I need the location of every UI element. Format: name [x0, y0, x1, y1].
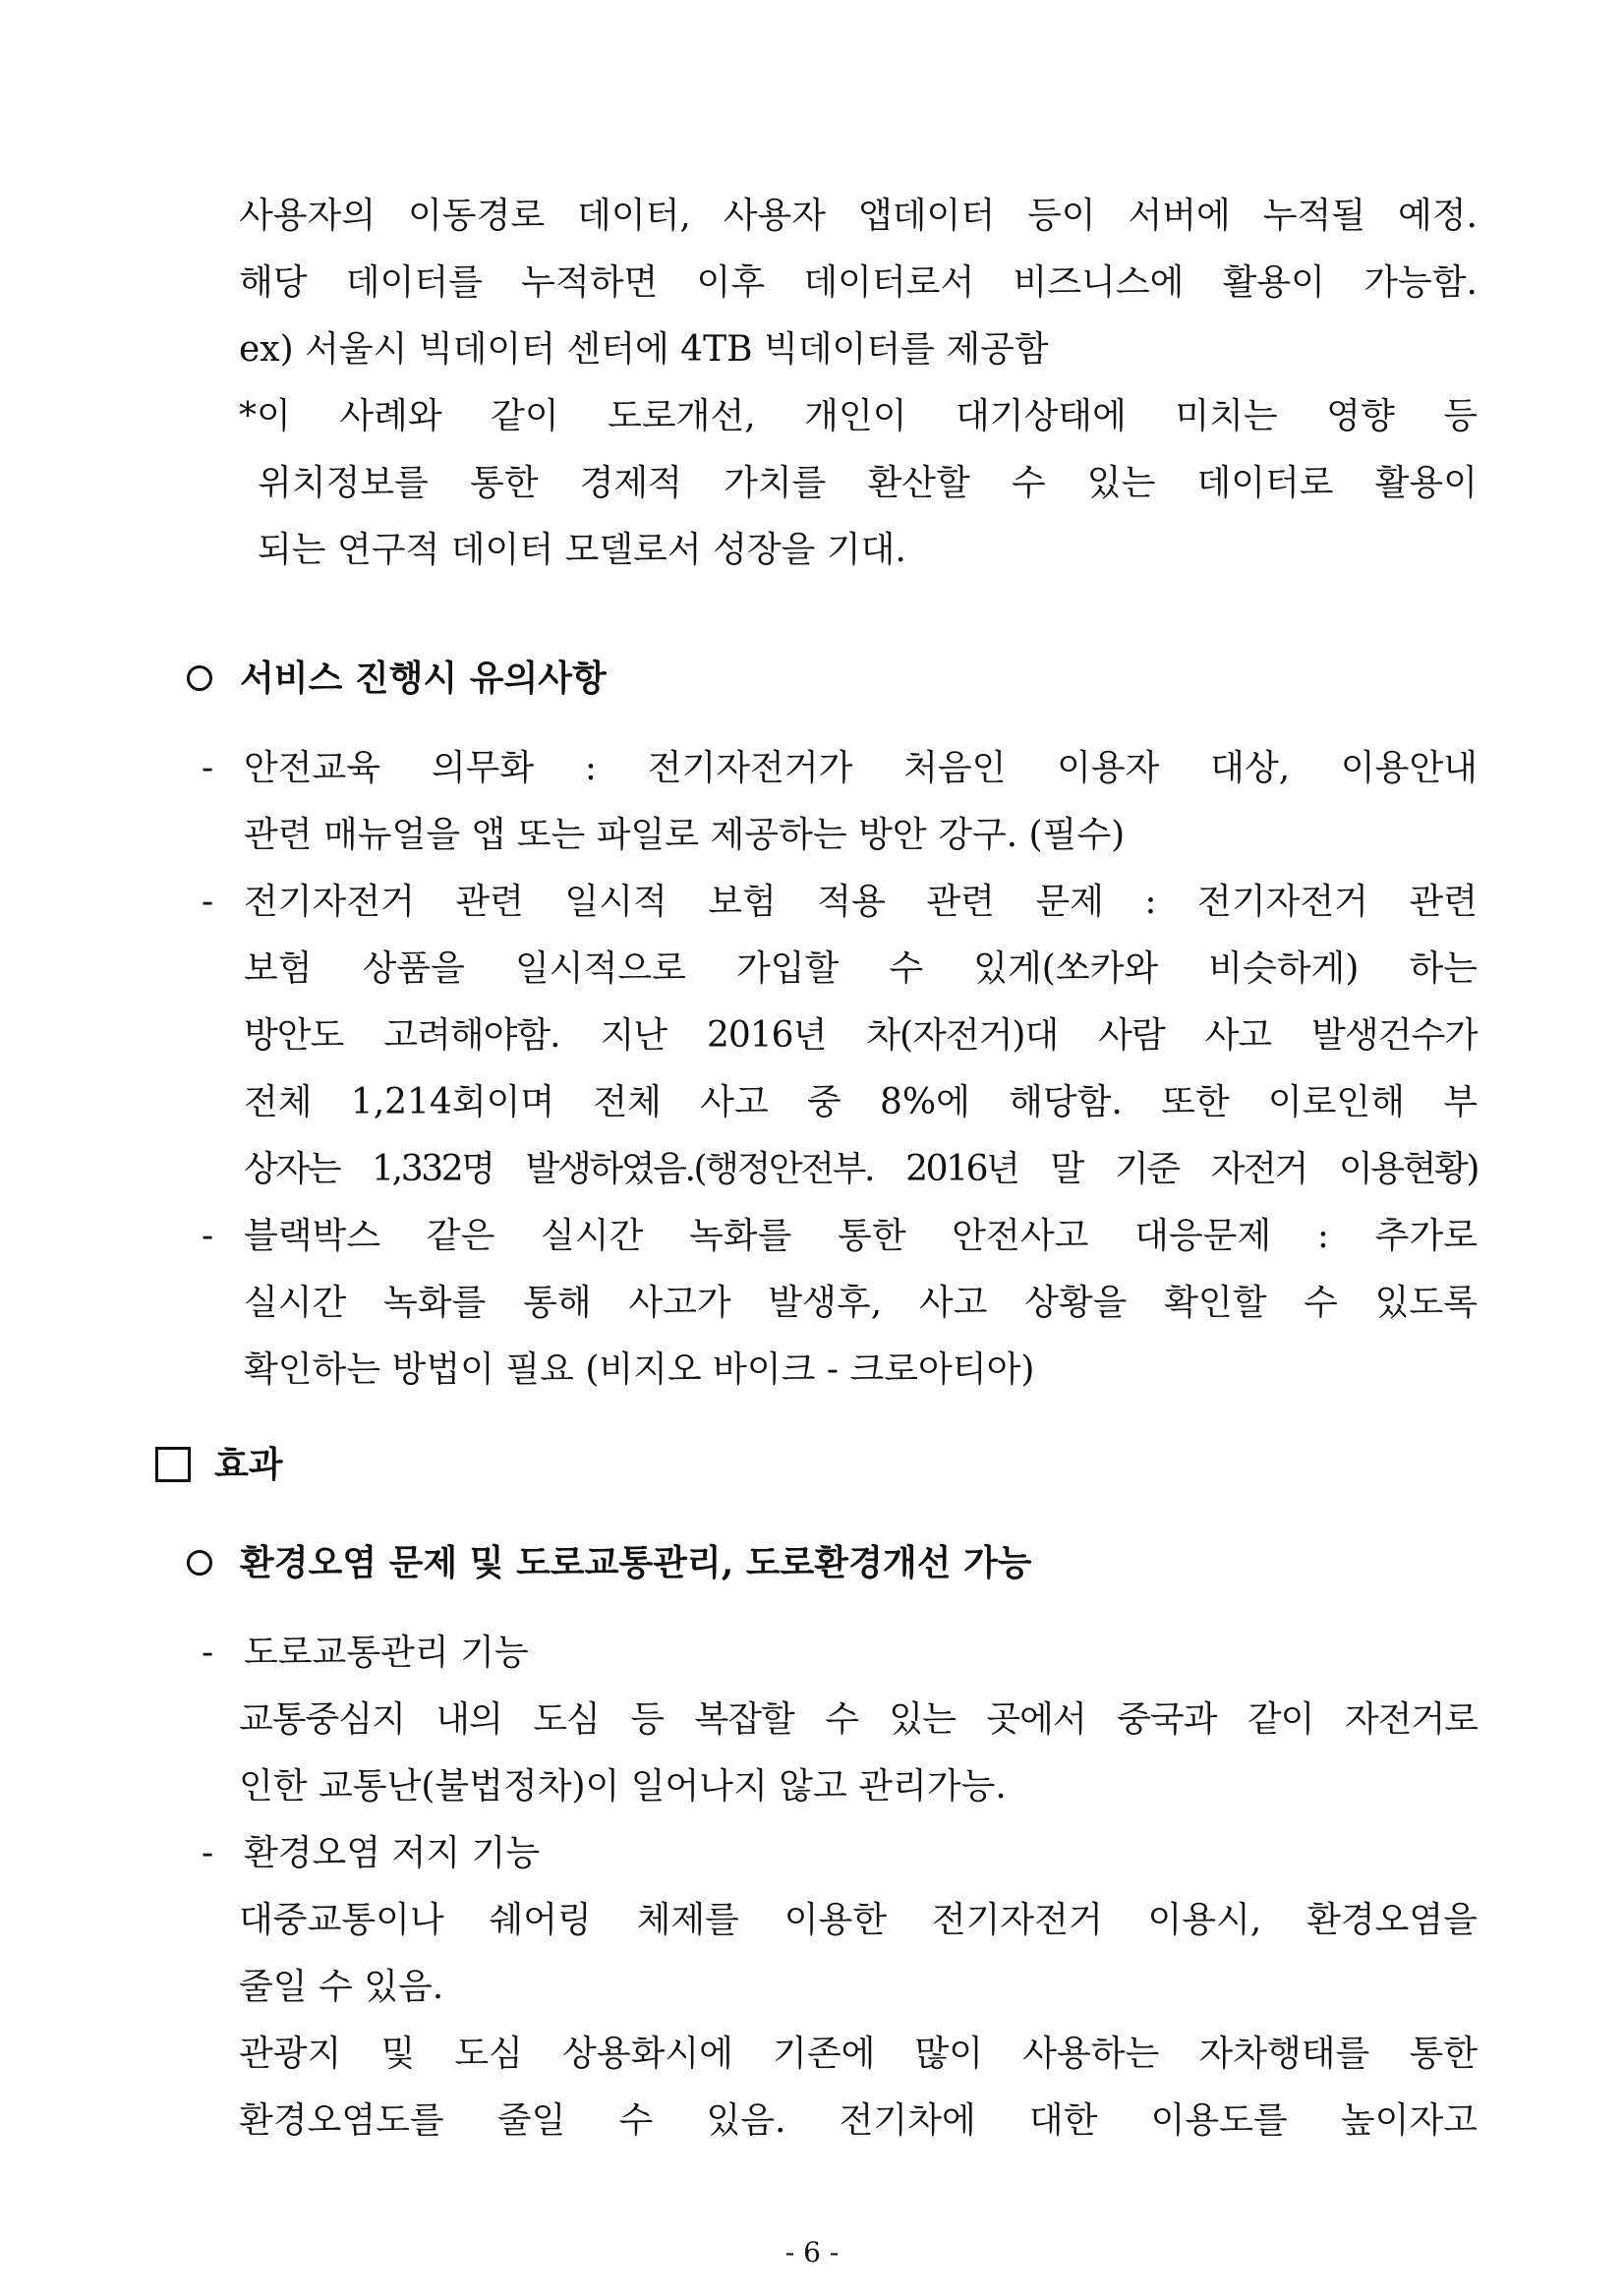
- circle-bullet-icon: [187, 665, 212, 691]
- intro-note-line: 위치정보를 통한 경제적 가치를 환산할 수 있는 데이터로 활용이: [258, 463, 1478, 503]
- caution-line: 상자는 1,332명 발생하였음.(행정안전부. 2016년 말 기준 자전거 이용현황): [244, 1149, 1478, 1189]
- caution-line: 보험 상품을 일시적으로 가입할 수 있게(쏘카와 비슷하게) 하는: [244, 948, 1478, 989]
- effect-line: 관광지 및 도심 상용화시에 기존에 많이 사용하는 자차행태를 통한: [239, 2034, 1478, 2074]
- caution-line: 방안도 고려해야함. 지난 2016년 차(자전거)대 사람 사고 발생건수가: [244, 1015, 1478, 1056]
- caution-line: 확인하는 방법이 필요 (비지오 바이크 - 크로아티아): [244, 1349, 1035, 1390]
- circle-bullet-icon: [187, 1550, 212, 1576]
- intro-line: 사용자의 이동경로 데이터, 사용자 앱데이터 등이 서버에 누적될 예정.: [239, 196, 1478, 236]
- effect-title: 환경오염 저지 기능: [244, 1833, 541, 1873]
- cautions-heading: [187, 649, 607, 708]
- effects-heading: [187, 1533, 1032, 1592]
- dash-bullet-icon: -: [202, 882, 214, 922]
- caution-line: 블랙박스 같은 실시간 녹화를 통한 안전사고 대응문제 : 추가로: [244, 1216, 1478, 1256]
- intro-note-line: *이 사례와 같이 도로개선, 개인이 대기상태에 미치는 영향 등: [239, 396, 1478, 436]
- intro-note-line: 되는 연구적 데이터 모델로서 성장을 기대.: [258, 530, 906, 570]
- dash-bullet-icon: -: [202, 1633, 214, 1673]
- intro-line: 해당 데이터를 누적하면 이후 데이터로서 비즈니스에 활용이 가능함.: [239, 262, 1478, 303]
- effect-line: 줄일 수 있음.: [239, 1967, 444, 2007]
- caution-line: 실시간 녹화를 통해 사고가 발생후, 사고 상황을 확인할 수 있도록: [244, 1283, 1478, 1323]
- effect-line: 인한 교통난(불법정차)이 일어나지 않고 관리가능.: [239, 1766, 1007, 1807]
- effects-heading-text: 환경오염 문제 및 도로교통관리, 도로환경개선 가능: [240, 1542, 1032, 1583]
- dash-bullet-icon: -: [202, 1833, 214, 1873]
- caution-line: 전체 1,214회이며 전체 사고 중 8%에 해당함. 또한 이로인해 부: [244, 1082, 1478, 1122]
- dash-bullet-icon: -: [202, 748, 214, 788]
- page-number: - 6 -: [784, 2236, 840, 2268]
- effect-line: 환경오염도를 줄일 수 있음. 전기차에 대한 이용도를 높이자고: [239, 2100, 1478, 2141]
- caution-line: 안전교육 의무화 : 전기자전거가 처음인 이용자 대상, 이용안내: [244, 748, 1478, 788]
- effects-section-title-text: 효과: [214, 1444, 283, 1485]
- effect-line: 대중교통이나 쉐어링 체제를 이용한 전기자전거 이용시, 환경오염을: [239, 1900, 1478, 1940]
- cautions-heading-text: 서비스 진행시 유의사항: [240, 658, 607, 699]
- effect-line: 교통중심지 내의 도심 등 복잡할 수 있는 곳에서 중국과 같이 자전거로: [239, 1699, 1478, 1740]
- effects-section-title: [155, 1435, 283, 1494]
- intro-line: ex) 서울시 빅데이터 센터에 4TB 빅데이터를 제공함: [239, 329, 1049, 370]
- caution-line: 전기자전거 관련 일시적 보험 적용 관련 문제 : 전기자전거 관련: [244, 882, 1478, 922]
- caution-line: 관련 매뉴얼을 앱 또는 파일로 제공하는 방안 강구. (필수): [244, 815, 1126, 855]
- square-bullet-icon: [155, 1447, 191, 1482]
- dash-bullet-icon: -: [202, 1216, 214, 1256]
- effect-title: 도로교통관리 기능: [244, 1633, 529, 1673]
